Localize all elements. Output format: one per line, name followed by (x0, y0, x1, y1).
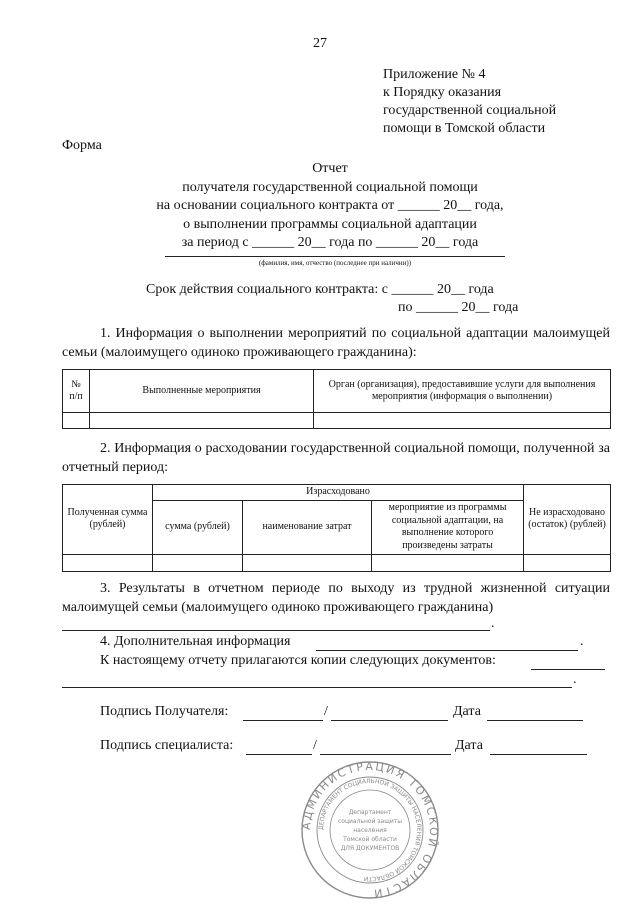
table2-header-spent: Израсходовано (153, 485, 524, 501)
table2-cell[interactable] (153, 554, 243, 571)
appendix-line: Приложение № 4 (383, 67, 486, 82)
appendix-block (383, 66, 613, 138)
appendix-line: государственной социальной (383, 103, 557, 118)
table2-header-remaining: Не израсходовано (остаток) (рублей) (524, 485, 611, 555)
table1-cell[interactable] (90, 413, 314, 429)
section-3-text: 3. Результаты в отчетном периоде по выходу из трудной жизненной ситуации малоимущей семьи (малоимущего одиноко проживающего гражданина) (62, 581, 610, 615)
recipient-name-line[interactable] (165, 256, 505, 257)
table1-cell[interactable] (314, 413, 611, 429)
title-line: на основании социального контракта от ______ 20__ года, (156, 198, 504, 213)
appendix-line: к Порядку оказания (383, 85, 502, 100)
specialist-name-fill-line[interactable] (320, 754, 451, 755)
attachments-line-2[interactable] (62, 687, 572, 688)
recipient-name-fill-line[interactable] (331, 720, 448, 721)
table2-header-sum: сумма (рублей) (153, 500, 243, 554)
table2-cell[interactable] (524, 554, 611, 571)
table2-cell[interactable] (243, 554, 372, 571)
page-number: 27 (313, 36, 327, 51)
table1-header-organization: Орган (организация), предоставившие услуги для выполнения мероприятия (информация о выполнении) (314, 370, 611, 413)
stamp-center-line: ДЛЯ ДОКУМЕНТОВ (340, 845, 400, 852)
stamp-center-line: населения (353, 827, 387, 834)
title-line: получателя государственной социальной помощи (182, 179, 478, 195)
table1-header-measures: Выполненные мероприятия (90, 370, 314, 413)
table1-header-number: № п/п (63, 370, 90, 413)
section-2-text: 2. Информация о расходовании государственной социальной помощи, полученной за отчетный период: (62, 441, 610, 475)
table-row (63, 413, 611, 429)
specialist-signature-line[interactable] (246, 754, 312, 755)
form-label: Форма (62, 138, 102, 153)
measures-table (62, 369, 611, 429)
stamp-center-line: социальной защиты (337, 818, 403, 825)
table2-cell[interactable] (372, 554, 524, 571)
specialist-date-line[interactable] (490, 754, 587, 755)
attachments-label: К настоящему отчету прилагаются копии следующих документов: (100, 653, 496, 668)
stamp-center-line: Департамент (348, 809, 392, 816)
contract-term-start: Срок действия социального контракта: с ______ 20__ года (146, 282, 494, 297)
expenses-table (62, 484, 611, 572)
stamp-outer-text: АДМИНИСТРАЦИЯ ТОМСКОЙ ОБЛАСТИ (300, 760, 440, 900)
title-line: за период с ______ 20__ года по ______ 20__ года (181, 235, 479, 250)
section-4-label: 4. Дополнительная информация (100, 634, 291, 649)
recipient-date-label: Дата (453, 704, 481, 719)
title-line: о выполнении программы социальной адаптации (183, 216, 477, 232)
attachments-line-1[interactable] (531, 669, 605, 670)
table-row (63, 554, 611, 571)
contract-term-end: по ______ 20__ года (398, 300, 519, 315)
recipient-signature-label: Подпись Получателя: (100, 704, 229, 719)
stamp-inner-text: ДЕПАРТАМЕНТ СОЦИАЛЬНОЙ ЗАЩИТЫ НАСЕЛЕНИЯ ТОМСКОЙ ОБЛАСТИ (317, 777, 423, 883)
table1-cell[interactable] (63, 413, 90, 429)
additional-info-line[interactable] (316, 650, 578, 651)
section-1-text: 1. Информация о выполнении мероприятий по социальной адаптации малоимущей семьи (малоимущего одиноко проживающего гражданина): (62, 326, 610, 360)
report-title (60, 160, 600, 253)
specialist-date-label: Дата (455, 738, 483, 753)
section-3-fill-line[interactable] (62, 630, 490, 631)
table2-header-cost-name: наименование затрат (243, 500, 372, 554)
recipient-date-line[interactable] (487, 720, 583, 721)
table2-header-received: Полученная сумма (рублей) (63, 485, 153, 555)
stamp-center-line: Томской области (343, 836, 397, 843)
specialist-signature-label: Подпись специалиста: (100, 738, 234, 753)
table2-header-measure: мероприятие из программы социальной адаптации, на выполнение которого произведены затраты (372, 500, 524, 554)
recipient-name-caption: (фамилия, имя, отчество (последнее при наличии)) (258, 259, 412, 267)
official-stamp (300, 760, 440, 900)
table2-cell[interactable] (63, 554, 153, 571)
recipient-signature-line[interactable] (243, 720, 323, 721)
title-line: Отчет (312, 161, 348, 176)
appendix-line: помощи в Томской области (383, 121, 546, 136)
